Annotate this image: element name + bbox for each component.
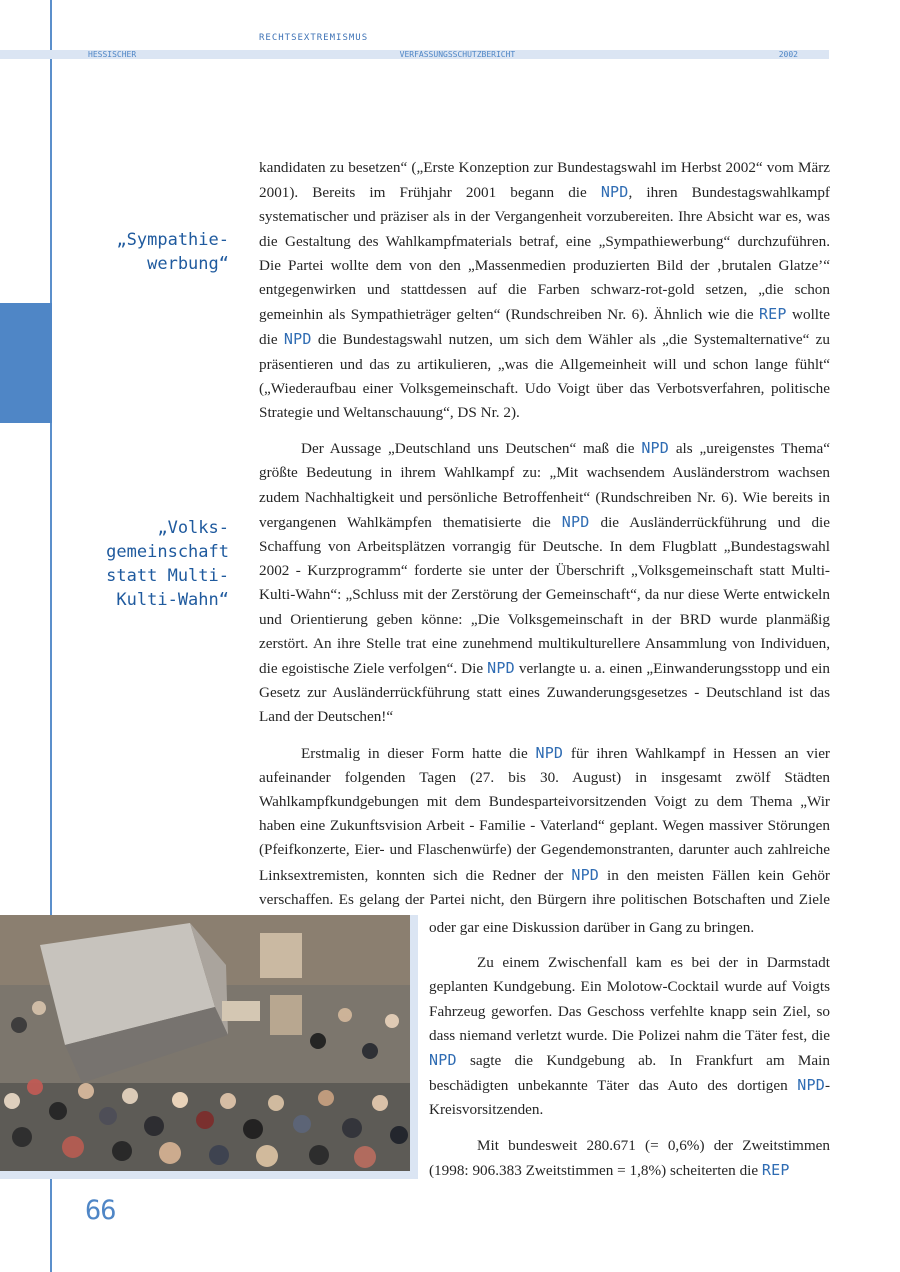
paragraph-5: Mit bundesweit 280.671 (= 0,6%) der Zweitstimmen (1998: 906.383 Zweitstimmen = 1,8%) scheiterten die REP — [429, 1136, 830, 1179]
party-npd-label: NPD — [429, 1051, 457, 1070]
side-note-sympathiewerbung: „Sympathie- werbung“ — [116, 230, 229, 274]
party-npd-label: NPD — [535, 743, 564, 762]
party-npd-label: NPD — [641, 439, 670, 458]
section-label: RECHTSEXTREMISMUS — [259, 33, 369, 43]
party-npd-label: NPD — [600, 183, 629, 202]
running-title-word-state: HESSISCHER — [88, 50, 137, 59]
side-note-volksgemeinschaft: „Volks- gemeinschaft statt Multi- Kulti-Wahn“ — [106, 518, 229, 610]
party-rep-label: REP — [758, 305, 787, 324]
running-title-word-report: VERFASSUNGSSCHUTZBERICHT — [399, 50, 516, 59]
party-rep-label: REP — [761, 1160, 790, 1179]
paragraph-3-continuation: oder gar eine Diskussion darüber in Gang zu bringen. — [429, 919, 755, 936]
paragraph-1: kandidaten zu besetzen“ („Erste Konzeption zur Bundestagswahl im Herbst 2002“ vom März 2001). Bereits im Frühjahr 2001 begann die NPD, ihren Bundestagswahlkampf systematischer und präziser als in der Vergangenheit vorzubereiten. Ihre Absicht war es, was die Gestaltung des Wahlkampfmaterials betraf, eine „Sympathiewerbung“ durchzuführen. Die Partei wollte dem von den „Massenmedien produzierten Bild der ‚brutalen Glatze’“ entgegenwirken und stattdessen auf die Farben schwarz-rot-gold setzen, „die schon gemeinhin als Sympathieträger gelten“ (Rundschreiben Nr. 6). Ähnlich wie die REP wollte die NPD die Bundestagswahl nutzen, um sich dem Wähler als „die Systemalternative“ zu präsentieren und das zu artikulieren, „was die Allgemeinheit will und schon lange fühlt“ („Wiederaufbau einer Volksgemeinschaft. Udo Voigt über das Verbotsverfahren, politische Strategie und Weltanschauung“, DS Nr. 2). — [259, 159, 831, 422]
main-text-column — [259, 156, 830, 947]
party-npd-label: NPD — [797, 1076, 825, 1095]
lower-text-column — [429, 919, 830, 1194]
rally-photo-image — [0, 915, 410, 1171]
party-npd-label: NPD — [283, 330, 312, 349]
paragraph-2: Der Aussage „Deutschland uns Deutschen“ maß die NPD als „ureigenstes Thema“ größte Bedeutung in ihrem Wahlkampf zu: „Mit wachsendem Ausländerstrom wachsen zudem Nachhaltigkeit und persönliche Betroffenheit“ (Rundschreiben Nr. 6). Wie bereits in vergangenen Wahlkämpfen thematisierte die NPD die Ausländerrückführung und die Schaffung von Arbeitsplätzen vorrangig für Deutsche. In dem Flugblatt „Bundestagswahl 2002 - Kurzprogramm“ forderte sie unter der Überschrift „Volksgemeinschaft statt Multi-Kulti-Wahn“: „Schluss mit der Zerstörung der Gemeinschaft“, da nur diese Werte entwickeln und Orientierung geben könne: „Die Volksgemeinschaft in der BRD wurde planmäßig zerstört. An ihre Stelle trat eine zunehmend multikulturellere Ansammlung von Individuen, die egoistische Ziele verfolgen“. Die NPD verlangte u. a. einen „Einwanderungsstopp und ein Gesetz zur Ausländerrückführung statt eines Zuwanderungsgesetzes - Deutschland ist das Land der Deutschen!“ — [259, 439, 830, 726]
party-npd-label: NPD — [487, 659, 515, 678]
page-number: 66 — [85, 1195, 116, 1226]
paragraph-3: Erstmalig in dieser Form hatte die NPD für ihren Wahlkampf in Hessen an vier aufeinander folgenden Tagen (27. bis 30. August) in insgesamt zwölf Städten Wahlkampfkundgebungen mit dem Bundesparteivorsitzenden Voigt zu dem Thema „Wir haben eine Zukunftsvision Arbeit - Familie - Vaterland“ geplant. Wegen massiver Störungen (Pfeifkonzerte, Eier- und Flaschenwürfe) der Gegendemonstranten, darunter auch zahlreiche Linksextremisten, konnten sich die Redner der NPD in den meisten Fällen kein Gehör verschaffen. Es gelang der Partei nicht, den Bürgern ihre politischen Botschaften und Ziele — [259, 743, 830, 908]
party-npd-label: NPD — [571, 865, 600, 884]
paragraph-4: Zu einem Zwischenfall kam es bei der in Darmstadt geplanten Kundgebung. Ein Molotow-Cocktail wurde auf Voigts Fahrzeug geworfen. Das Geschoss verfehlte knapp sein Ziel, so dass niemand verletzt wurde. Die Polizei nahm die Täter fest, die NPD sagte die Kundgebung ab. In Frankfurt am Main beschädigten unbekannte Täter das Auto des dortigen NPD-Kreisvorsitzenden. — [429, 954, 830, 1119]
running-title — [88, 50, 798, 60]
left-blue-block — [0, 303, 52, 423]
party-npd-label: NPD — [561, 512, 590, 531]
rally-photo — [0, 915, 410, 1171]
running-title-word-year: 2002 — [778, 50, 798, 59]
